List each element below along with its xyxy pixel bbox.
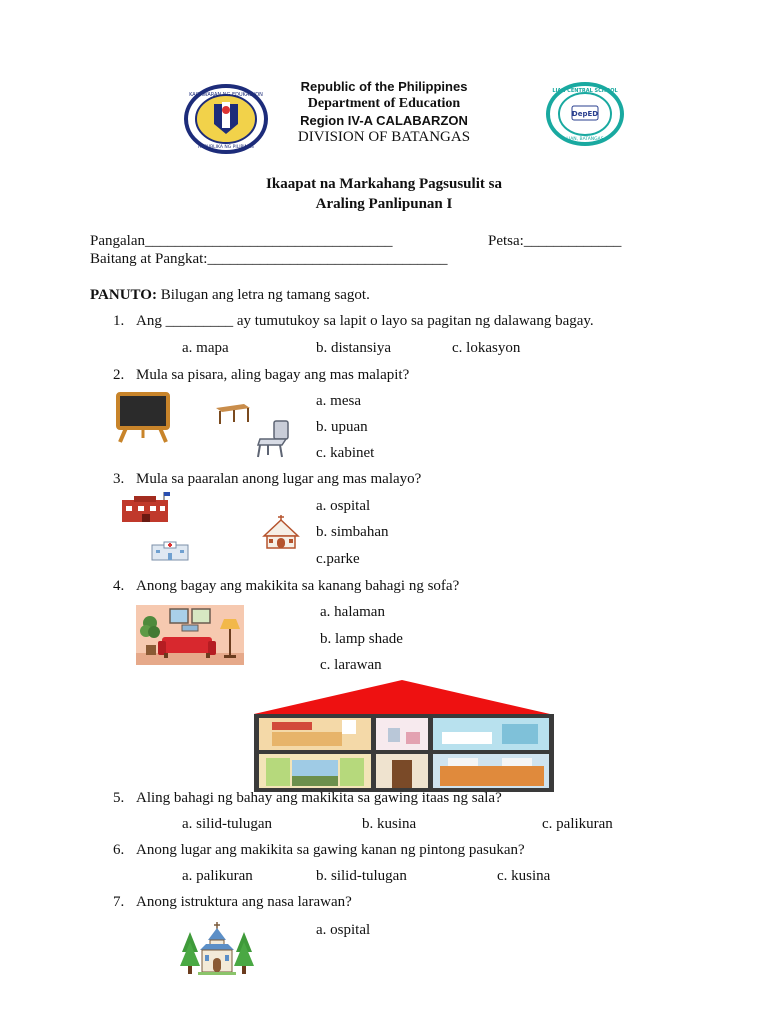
school-building-icon: [120, 490, 172, 524]
living-room-icon: [136, 605, 244, 665]
instructions-label: PANUTO:: [90, 287, 157, 303]
choice-1b[interactable]: b. distansiya: [316, 340, 391, 356]
question-3-text: Mula sa paaralan anong lugar ang mas malayo?: [136, 471, 422, 487]
choice-3a[interactable]: a. ospital: [316, 498, 371, 514]
date-field[interactable]: Petsa:_____________: [488, 233, 622, 249]
choice-4c[interactable]: c. larawan: [320, 657, 382, 673]
exam-subject: Araling Panlipunan I: [315, 196, 453, 212]
choice-5b[interactable]: b. kusina: [362, 816, 417, 832]
choice-5a[interactable]: a. silid-tulugan: [182, 816, 272, 832]
choice-2c[interactable]: c. kabinet: [316, 445, 375, 461]
hospital-icon: [150, 541, 190, 561]
choice-3b[interactable]: b. simbahan: [316, 524, 389, 540]
church-icon: [262, 514, 300, 550]
question-number: 7.: [113, 894, 125, 910]
choice-6c[interactable]: c. kusina: [497, 868, 551, 884]
header-division: DIVISION OF BATANGAS: [297, 129, 471, 145]
question-4-text: Anong bagay ang makikita sa kanang bahagi ng sofa?: [136, 578, 460, 594]
choice-4a[interactable]: a. halaman: [320, 604, 385, 620]
question-7-text: Anong istruktura ang nasa larawan?: [136, 894, 352, 910]
instructions-text: Bilugan ang letra ng tamang sagot.: [156, 287, 370, 303]
choice-7a[interactable]: a. ospital: [316, 922, 371, 938]
question-number: 4.: [113, 578, 125, 594]
choice-5c[interactable]: c. palikuran: [542, 816, 613, 832]
exam-title: Ikaapat na Markahang Pagsusulit sa: [266, 176, 502, 192]
choice-6a[interactable]: a. palikuran: [182, 868, 253, 884]
deped-seal-bottom-text: REPUBLIKA NG PILIPINAS: [198, 145, 254, 150]
deped-seal-ring-text: KAGAWARAN NG EDUKASYON: [189, 92, 263, 98]
chalkboard-icon: [116, 392, 170, 444]
house-cross-section-icon: [252, 680, 556, 794]
question-number: 1.: [113, 313, 125, 329]
choice-2a[interactable]: a. mesa: [316, 393, 361, 409]
header-region: Region IV-A CALABARZON: [300, 113, 468, 128]
school-seal-ring-text: LIAN CENTRAL SCHOOL: [552, 88, 618, 94]
question-number: 2.: [113, 367, 125, 383]
school-seal-center-text: DepED: [571, 110, 599, 118]
grade-section-field[interactable]: Baitang at Pangkat:________________________________: [90, 251, 448, 267]
choice-1a[interactable]: a. mapa: [182, 340, 229, 356]
choice-4b[interactable]: b. lamp shade: [320, 631, 403, 647]
question-6-text: Anong lugar ang makikita sa gawing kanan ng pintong pasukan?: [136, 842, 525, 858]
header-republic: Republic of the Philippines: [300, 79, 468, 94]
choice-2b[interactable]: b. upuan: [316, 419, 368, 435]
choice-1c[interactable]: c. lokasyon: [452, 340, 521, 356]
question-number: 5.: [113, 790, 125, 806]
church-with-trees-icon: [180, 922, 254, 976]
school-seal-bottom-text: LIAN, BATANGAS: [566, 137, 604, 142]
question-5-text: Aling bahagi ng bahay ang makikita sa gawing itaas ng sala?: [136, 790, 502, 806]
instructions: [90, 287, 370, 304]
table-icon: [214, 402, 252, 426]
choice-3c[interactable]: c.parke: [316, 551, 360, 567]
header-department: Department of Education: [307, 96, 461, 111]
question-1-text: Ang _________ ay tumutukoy sa lapit o layo sa pagitan ng dalawang bagay.: [136, 313, 594, 329]
name-field[interactable]: Pangalan_________________________________: [90, 233, 393, 249]
chair-icon: [256, 419, 292, 459]
choice-6b[interactable]: b. silid-tulugan: [316, 868, 407, 884]
question-2-text: Mula sa pisara, aling bagay ang mas malapit?: [136, 367, 410, 383]
question-number: 6.: [113, 842, 125, 858]
question-number: 3.: [113, 471, 125, 487]
